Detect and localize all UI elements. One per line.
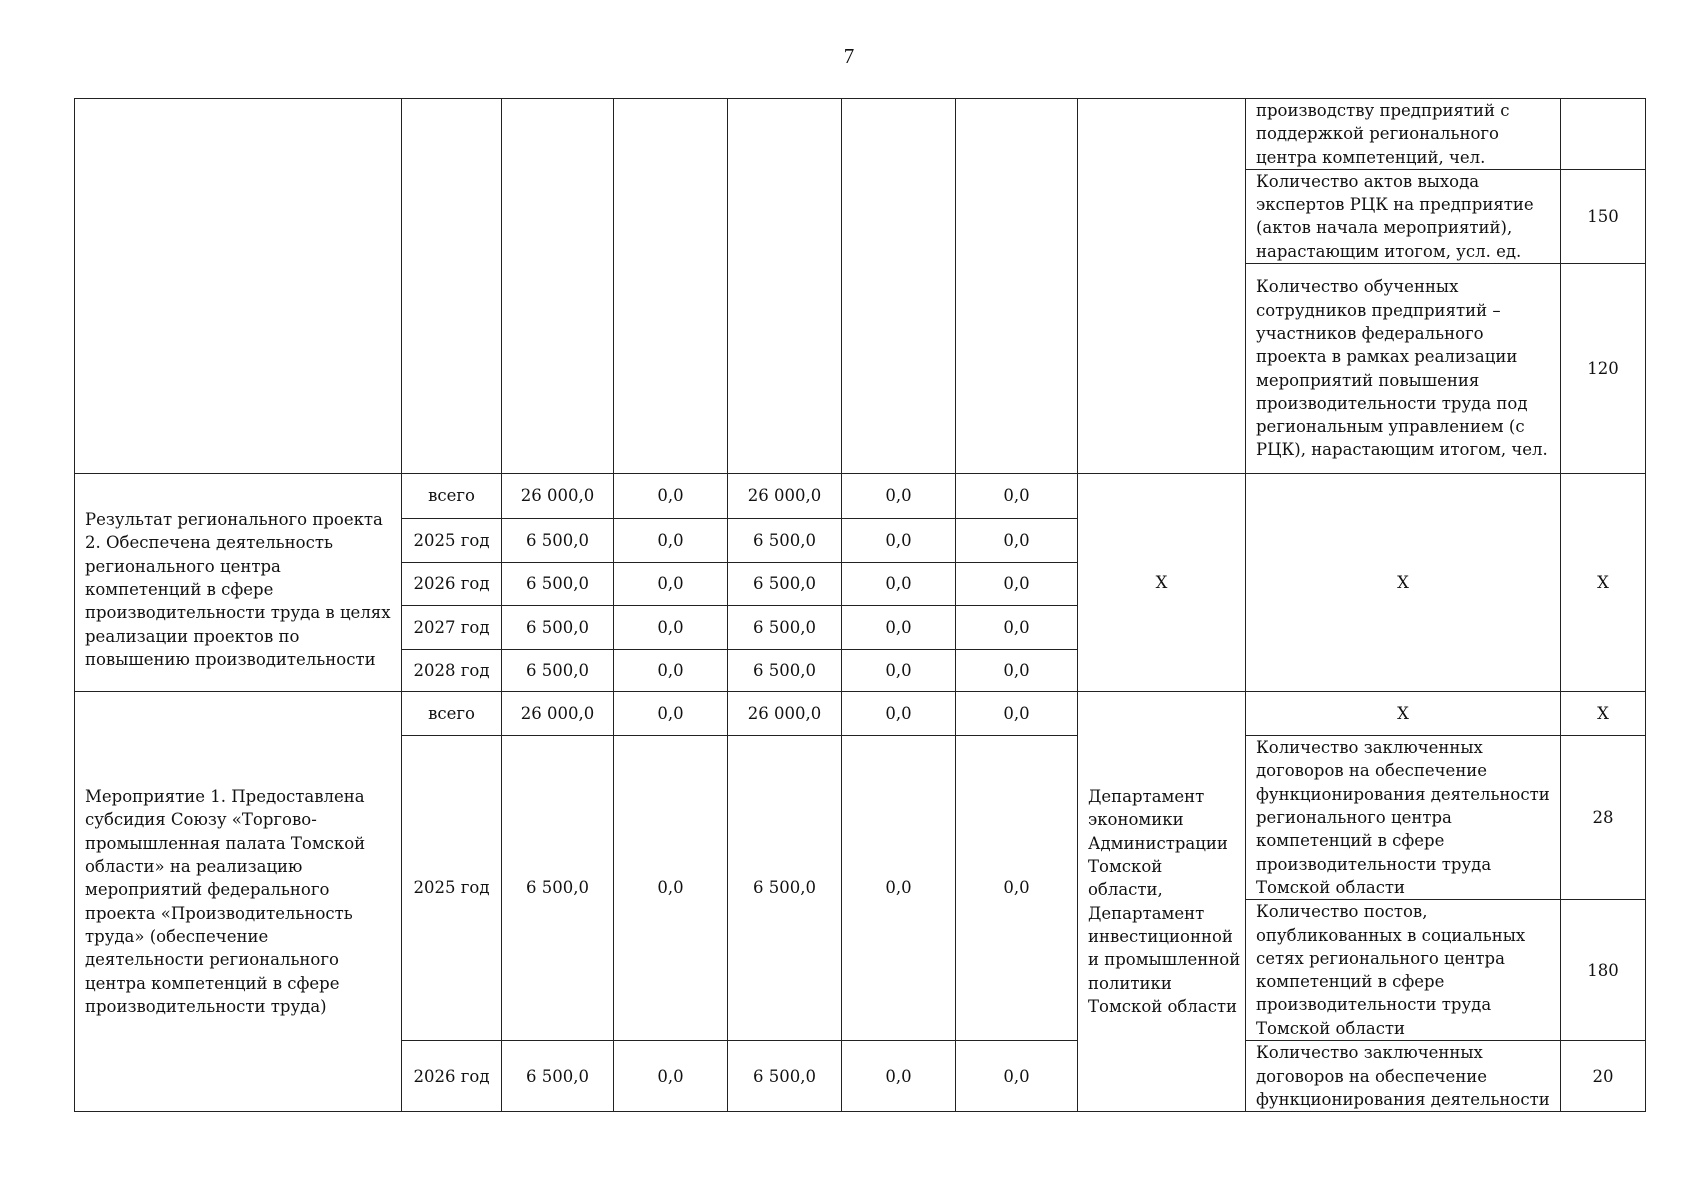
- year-label: 2027 год: [402, 606, 502, 650]
- table-row: Мероприятие 1. Предоставлена субсидия Союзу «Торгово-промышленная палата Томской области» на реализацию мероприятий федерального проекта «Производительность труда» (обеспечение деятельности регионального центра компетенций в сфере производительности труда) всего 26 000,0 0,0 26 000,0 0,0 0,0 Департамент экономики Администрации Томской области, Департамент инвестиционной и промышленной политики Томской области Х Х: [75, 692, 1646, 736]
- indicator-cell: Количество обученных сотрудников предприятий – участников федерального проекта в рамках реализации мероприятий повышения производительности труда под региональным управлением (с РЦК), нарастающим итогом, чел.: [1246, 264, 1561, 474]
- executor-cell: Департамент экономики Администрации Томской области, Департамент инвестиционной и промышленной политики Томской области: [1078, 692, 1246, 1112]
- value-cell: 180: [1561, 900, 1646, 1041]
- table-row: [75, 99, 1646, 170]
- year-label: 2026 год: [402, 563, 502, 606]
- value-cell: 120: [1561, 264, 1646, 474]
- empty-cell: [75, 99, 402, 474]
- table-row: 2027 год 6 500,0 0,0 6 500,0 0,0 0,0: [75, 606, 1646, 650]
- year-label: 2025 год: [402, 736, 502, 1041]
- event-title: Мероприятие 1. Предоставлена субсидия Союзу «Торгово-промышленная палата Томской области» на реализацию мероприятий федерального проекта «Производительность труда» (обеспечение деятельности регионального центра компетенций в сфере производительности труда): [75, 692, 402, 1112]
- program-table: [74, 98, 1646, 1112]
- page-number: 7: [843, 44, 855, 68]
- indicator-cell: Х: [1246, 474, 1561, 692]
- table-row: Результат регионального проекта 2. Обеспечена деятельность регионального центра компетенций в сфере производительности труда в целях реализации проектов по повышению производительности всего 26 000,0 0,0 26 000,0 0,0 0,0 Х Х Х: [75, 474, 1646, 519]
- value-cell: 28: [1561, 736, 1646, 900]
- indicator-cell: Количество заключенных договоров на обеспечение функционирования деятельности регионального центра компетенций в сфере производительности труда Томской области: [1246, 736, 1561, 900]
- table-row: 2025 год 6 500,0 0,0 6 500,0 0,0 0,0 Количество заключенных договоров на обеспечение функционирования деятельности регионального центра компетенций в сфере производительности труда Томской области 28: [75, 736, 1646, 900]
- table-row: 2026 год 6 500,0 0,0 6 500,0 0,0 0,0 Количество заключенных договоров на обеспечение функционирования деятельности 20: [75, 1041, 1646, 1112]
- table-row: 2026 год 6 500,0 0,0 6 500,0 0,0 0,0: [75, 563, 1646, 606]
- indicator-cell: производству предприятий с поддержкой регионального центра компетенций, чел.: [1246, 99, 1561, 170]
- value-cell: Х: [1561, 474, 1646, 692]
- executor-cell: Х: [1078, 474, 1246, 692]
- year-label: 2025 год: [402, 519, 502, 563]
- indicator-cell: Количество постов, опубликованных в социальных сетях регионального центра компетенций в сфере производительности труда Томской области: [1246, 900, 1561, 1041]
- year-label: 2026 год: [402, 1041, 502, 1112]
- value-cell: [1561, 99, 1646, 170]
- table-row: 2028 год 6 500,0 0,0 6 500,0 0,0 0,0: [75, 650, 1646, 692]
- year-label: всего: [402, 474, 502, 519]
- year-label: 2028 год: [402, 650, 502, 692]
- indicator-cell: Х: [1246, 692, 1561, 736]
- result-title: Результат регионального проекта 2. Обеспечена деятельность регионального центра компетенций в сфере производительности труда в целях реализации проектов по повышению производительности: [75, 474, 402, 692]
- year-label: всего: [402, 692, 502, 736]
- value-cell: 20: [1561, 1041, 1646, 1112]
- value-cell: Х: [1561, 692, 1646, 736]
- indicator-cell: Количество заключенных договоров на обеспечение функционирования деятельности: [1246, 1041, 1561, 1112]
- table-row: 2025 год 6 500,0 0,0 6 500,0 0,0 0,0: [75, 519, 1646, 563]
- value-cell: 150: [1561, 169, 1646, 263]
- indicator-cell: Количество актов выхода экспертов РЦК на предприятие (актов начала мероприятий), нарастающим итогом, усл. ед.: [1246, 169, 1561, 263]
